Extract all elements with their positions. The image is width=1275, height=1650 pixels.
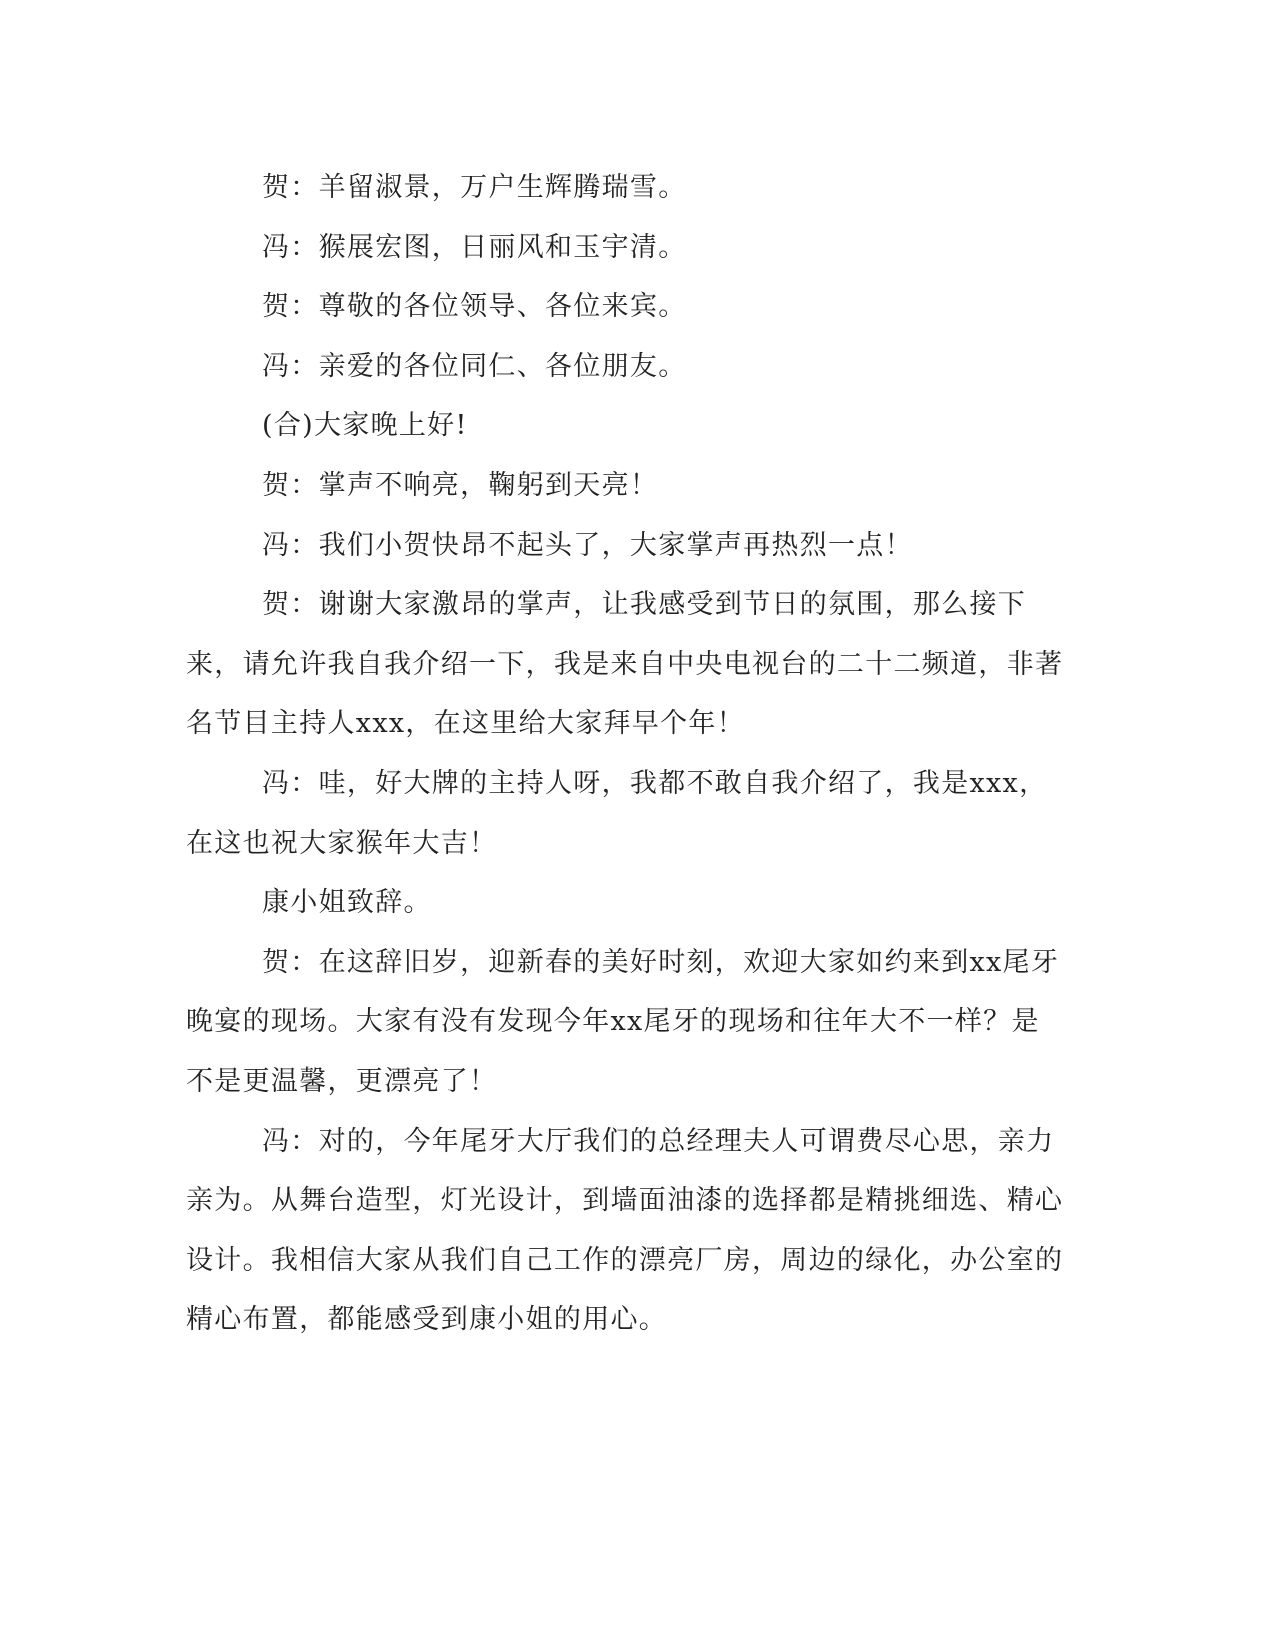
- paragraph: (合)大家晚上好!: [262, 410, 468, 442]
- paragraph: 冯：对的，今年尾牙大厅我们的总经理夫人可谓费尽心思，亲力亲为。从舞台造型，灯光设计，到墙面油漆的选择都是精挑细选、精心设计。我相信大家从我们自己工作的漂亮厂房，周边的绿化，办公室的精心布置，都能感受到康小姐的用心。: [186, 1125, 1064, 1336]
- paragraph: 贺：尊敬的各位领导、各位来宾。: [262, 291, 687, 323]
- paragraph: 冯：亲爱的各位同仁、各位朋友。: [262, 350, 687, 382]
- paragraph: 康小姐致辞。: [262, 887, 432, 919]
- document-body: [186, 158, 1066, 1350]
- paragraph: 冯：猴展宏图，日丽风和玉宇清。: [262, 231, 687, 263]
- paragraph: 冯：我们小贺快昂不起头了，大家掌声再热烈一点！: [262, 529, 913, 561]
- paragraph: 贺：掌声不响亮，鞠躬到天亮！: [262, 469, 659, 501]
- paragraph: 贺：在这辞旧岁，迎新春的美好时刻，欢迎大家如约来到xx尾牙晚宴的现场。大家有没有发现今年xx尾牙的现场和往年大不一样？是不是更温馨，更漂亮了！: [186, 946, 1060, 1097]
- paragraph: 贺：谢谢大家激昂的掌声，让我感受到节日的氛围，那么接下来，请允许我自我介绍一下，我是来自中央电视台的二十二频道，非著名节目主持人xxx，在这里给大家拜早个年！: [186, 589, 1064, 740]
- paragraph: 贺：羊留淑景，万户生辉腾瑞雪。: [262, 172, 687, 203]
- paragraph: 冯：哇，好大牌的主持人呀，我都不敢自我介绍了，我是xxx，在这也祝大家猴年大吉！: [186, 767, 1048, 859]
